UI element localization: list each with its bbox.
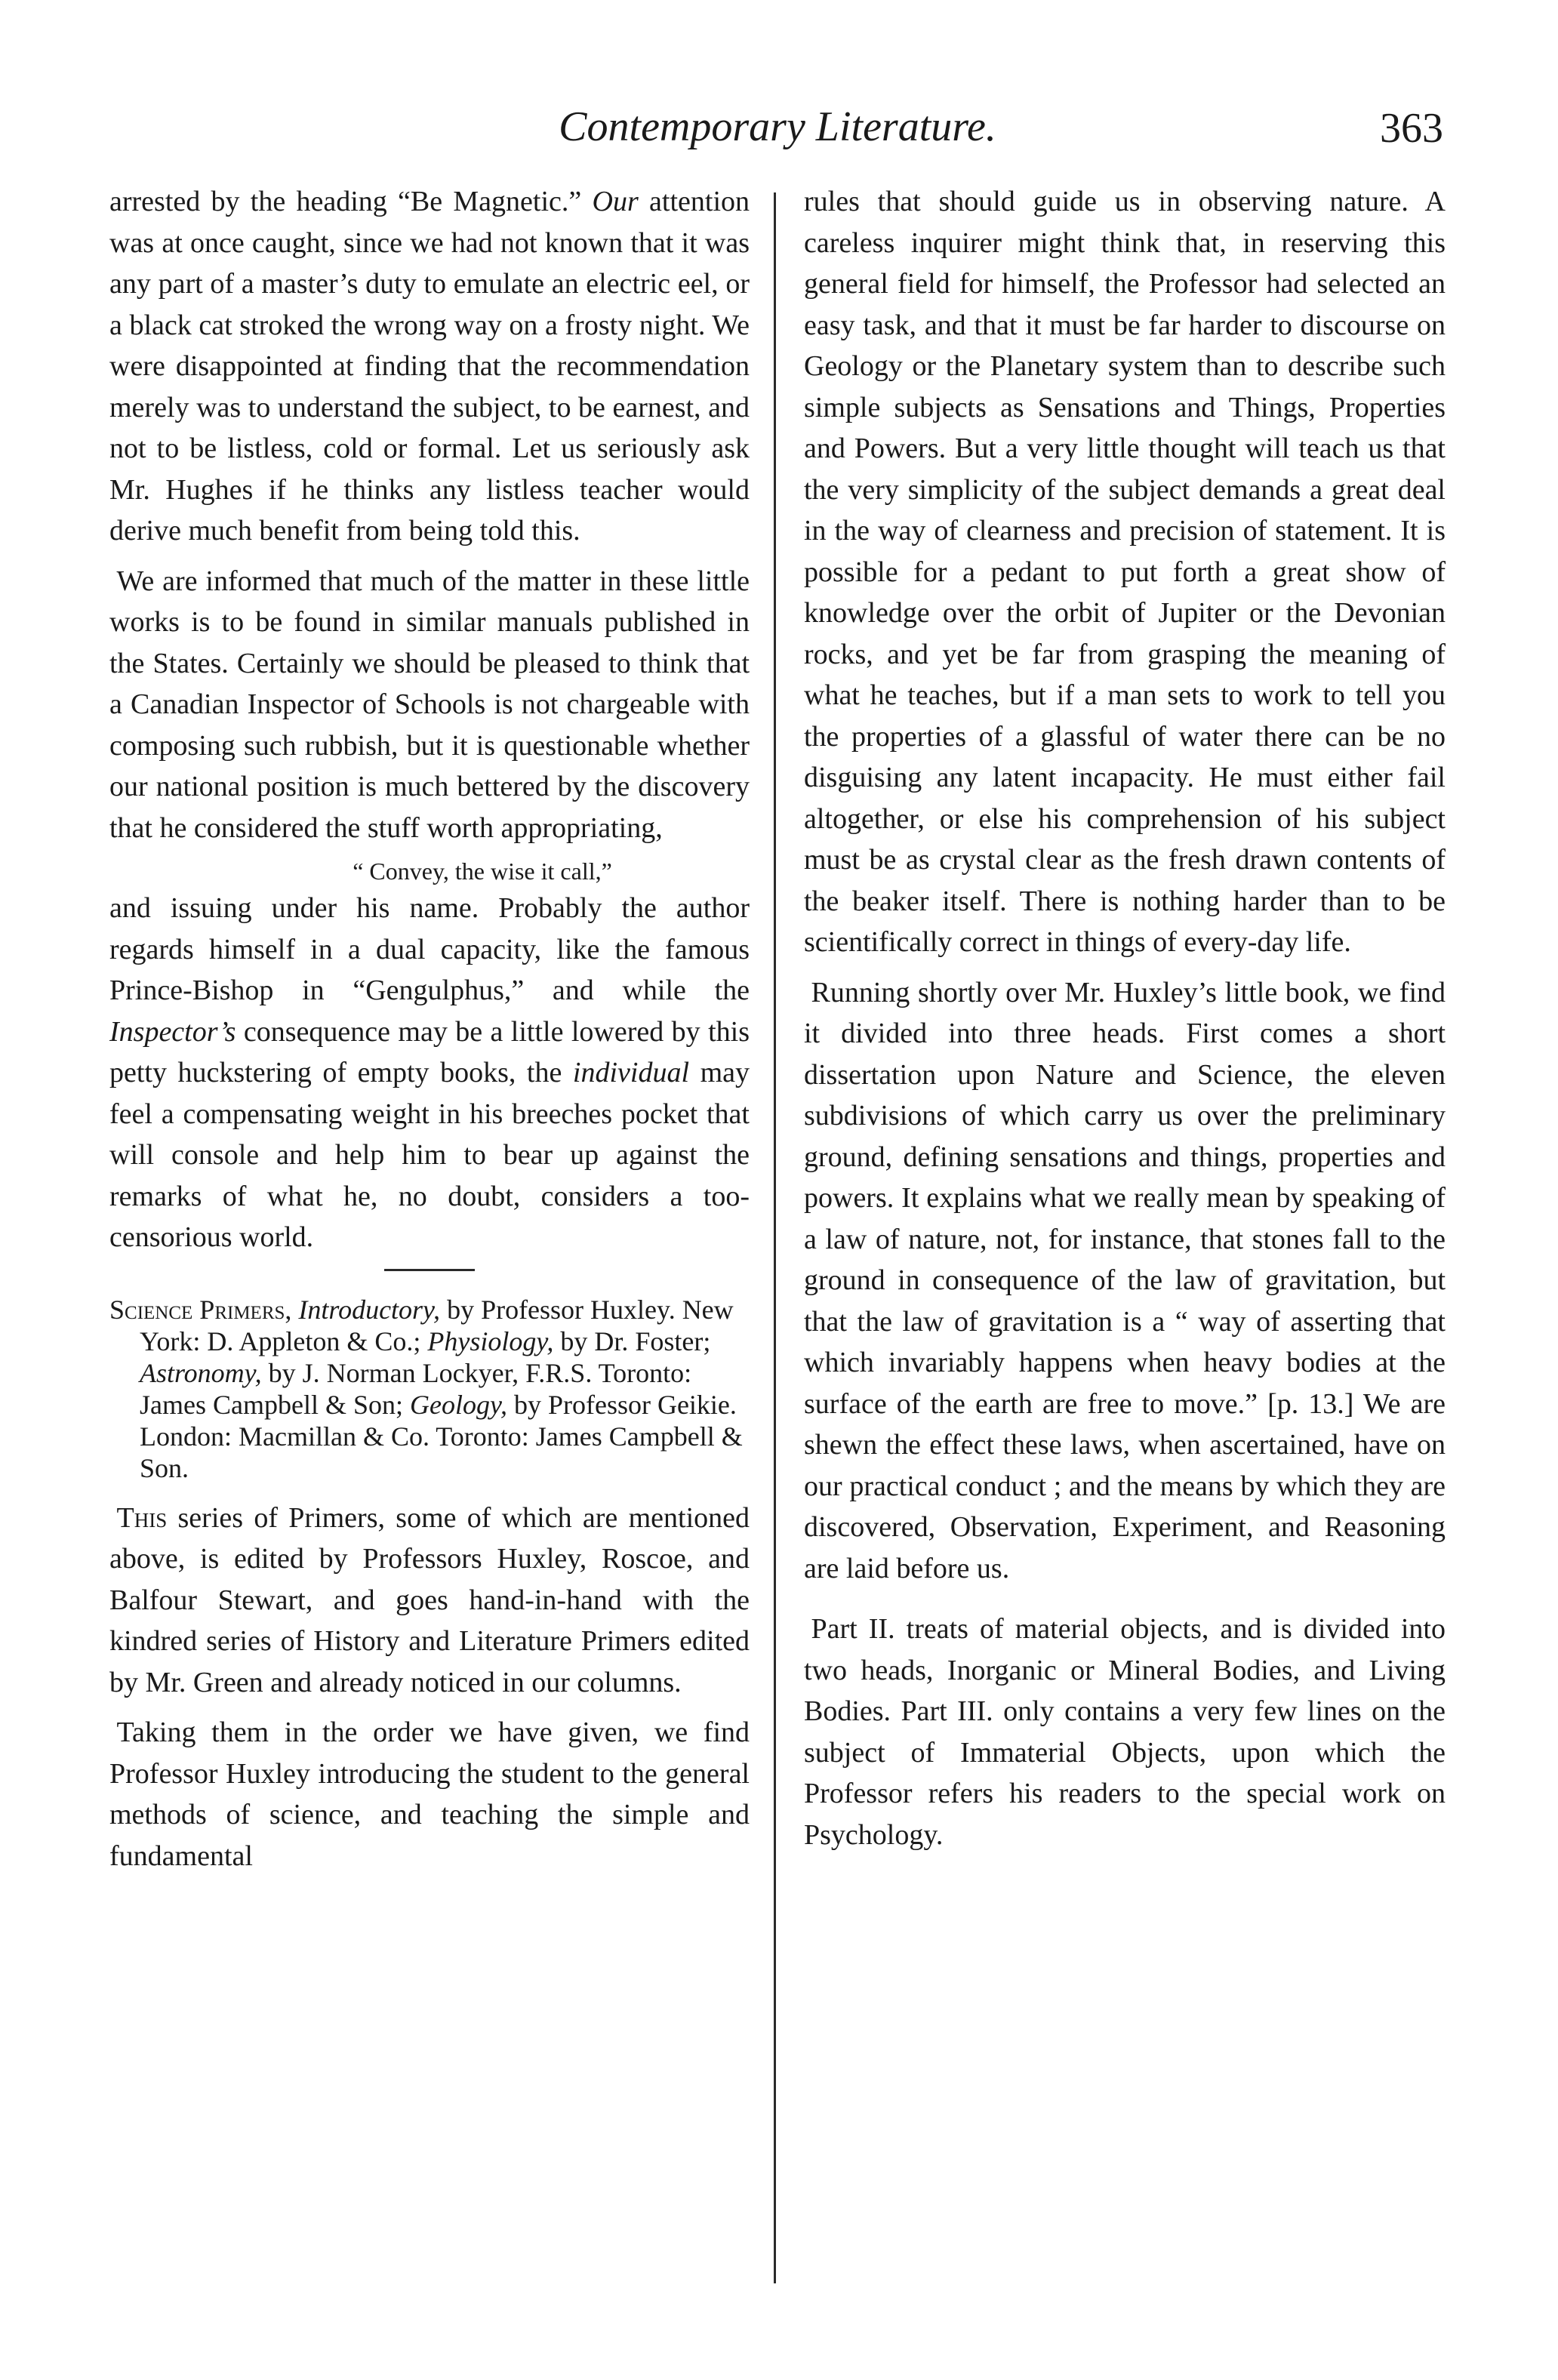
text-run: by J. Norman Lockyer, F.R.S. Toronto: James Campbell & Son; (140, 1357, 692, 1420)
running-head-title: Contemporary Literature. (559, 103, 996, 150)
italic-run: Our (592, 186, 639, 217)
small-caps-run: This (116, 1501, 168, 1534)
section-divider (384, 1269, 475, 1271)
paragraph (109, 888, 750, 1258)
paragraph (109, 1498, 750, 1704)
italic-run: individual (572, 1057, 690, 1088)
text-run: may feel a compensating weight in his breeches pocket that will console and help him to bear up against the remarks of what he, no doubt, considers a too-censorious world. (109, 1057, 750, 1253)
italic-run: Introductory, (298, 1294, 441, 1325)
italic-run: Geology, (409, 1389, 507, 1420)
text-run: arrested by the heading “Be Magnetic.” (109, 186, 593, 217)
page-number: 363 (1380, 105, 1443, 152)
right-column (804, 181, 1446, 1864)
text-run: by Professor Huxley. New York: D. Appleton & Co.; (140, 1294, 734, 1356)
column-divider (774, 192, 776, 2283)
paragraph (109, 181, 750, 552)
italic-run: Physiology, (427, 1325, 554, 1356)
text-run: consequence may be a little lowered by this petty huckstering of empty books, the (109, 1015, 750, 1088)
entry-heading: Science Primers, (109, 1294, 292, 1325)
paragraph: We are informed that much of the matter in these little works is to be found in similar manuals published in the States. Certainly we should be pleased to think that a Canadian Inspector of Schools is not chargeable with composing such rubbish, but it is questionable whether our national position is much bettered by the discovery that he considered the stuff worth appropriating, (109, 565, 750, 844)
text-run: attention was at once caught, since we had not known that it was any part of a master’s duty to emulate an electric eel, or a black cat stroked the wrong way on a frosty night. We were disappointed at finding that the recommendation merely was to understand the subject, to be earnest, and not to be listless, cold or formal. Let us seriously ask Mr. Hughes if he thinks any listless teacher would derive much benefit from being told this. (109, 186, 750, 547)
text-run: by Professor Geikie. London: Macmillan & Co. Toronto: James Campbell & Son. (140, 1389, 743, 1483)
bibliographic-entry (109, 1294, 750, 1484)
paragraph: Taking them in the order we have given, we find Professor Huxley introducing the student to the general methods of science, and teaching the simple and fundamental (109, 1716, 750, 1872)
italic-run: Inspector’s (109, 1015, 236, 1048)
quotation: “ Convey, the wise it call,” (353, 857, 612, 885)
italic-run: Astronomy, (140, 1357, 262, 1388)
text-run: and issuing under his name. Probably the author regards himself in a dual capacity, like the famous Prince-Bishop in “Gengulphus,” and while the (109, 892, 750, 1006)
text-run: by Dr. Foster; (553, 1325, 711, 1356)
paragraph: Running shortly over Mr. Huxley’s little book, we find it divided into three heads. First comes a short dissertation upon Nature and Science, the eleven subdivisions of which carry us over the preliminary ground, defining sensations and things, properties and powers. It explains what we really mean by speaking of a law of nature, not, for instance, that stones fall to the ground in consequence of the law of gravitation, but that the law of gravitation is a “ way of asserting that which invariably happens when heavy bodies at the surface of the earth are free to move.” [p. 13.] We are shewn the effect these laws, when ascertained, have on our practical conduct ; and the means by which they are discovered, Observation, Experiment, and Reasoning are laid before us. (804, 976, 1446, 1584)
paragraph: rules that should guide us in observing nature. A careless inquirer might think that, in reserving this general field for himself, the Professor had selected an easy task, and that it must be far harder to discourse on Geology or the Planetary system than to describe such simple subjects as Sensations and Things, Properties and Powers. But a very little thought will teach us that the very simplicity of the subject demands a great deal in the way of clearness and precision of statement. It is possible for a pedant to put forth a great show of knowledge over the orbit of Jupiter or the Devonian rocks, and yet be far from grasping the meaning of what he teaches, but if a man sets to work to tell you the properties of a glassful of water there can be no disguising any latent incapacity. He must either fail altogether, or else his comprehension of his subject must be as crystal clear as the fresh drawn contents of the beaker itself. There is nothing harder than to be scientifically correct in things of every-day life. (804, 186, 1446, 958)
paragraph: Part II. treats of material objects, and is divided into two heads, Inorganic or Mineral Bodies, and Living Bodies. Part III. only contains a very few lines on the subject of Immaterial Objects, upon which the Professor refers his readers to the special work on Psychology. (804, 1613, 1446, 1851)
left-column (109, 181, 750, 1886)
text-run: series of Primers, some of which are mentioned above, is edited by Professors Huxley, Roscoe, and Balfour Stewart, and goes hand-in-hand with the kindred series of History and Literature Primers edited by Mr. Green and already noticed in our columns. (109, 1501, 750, 1698)
